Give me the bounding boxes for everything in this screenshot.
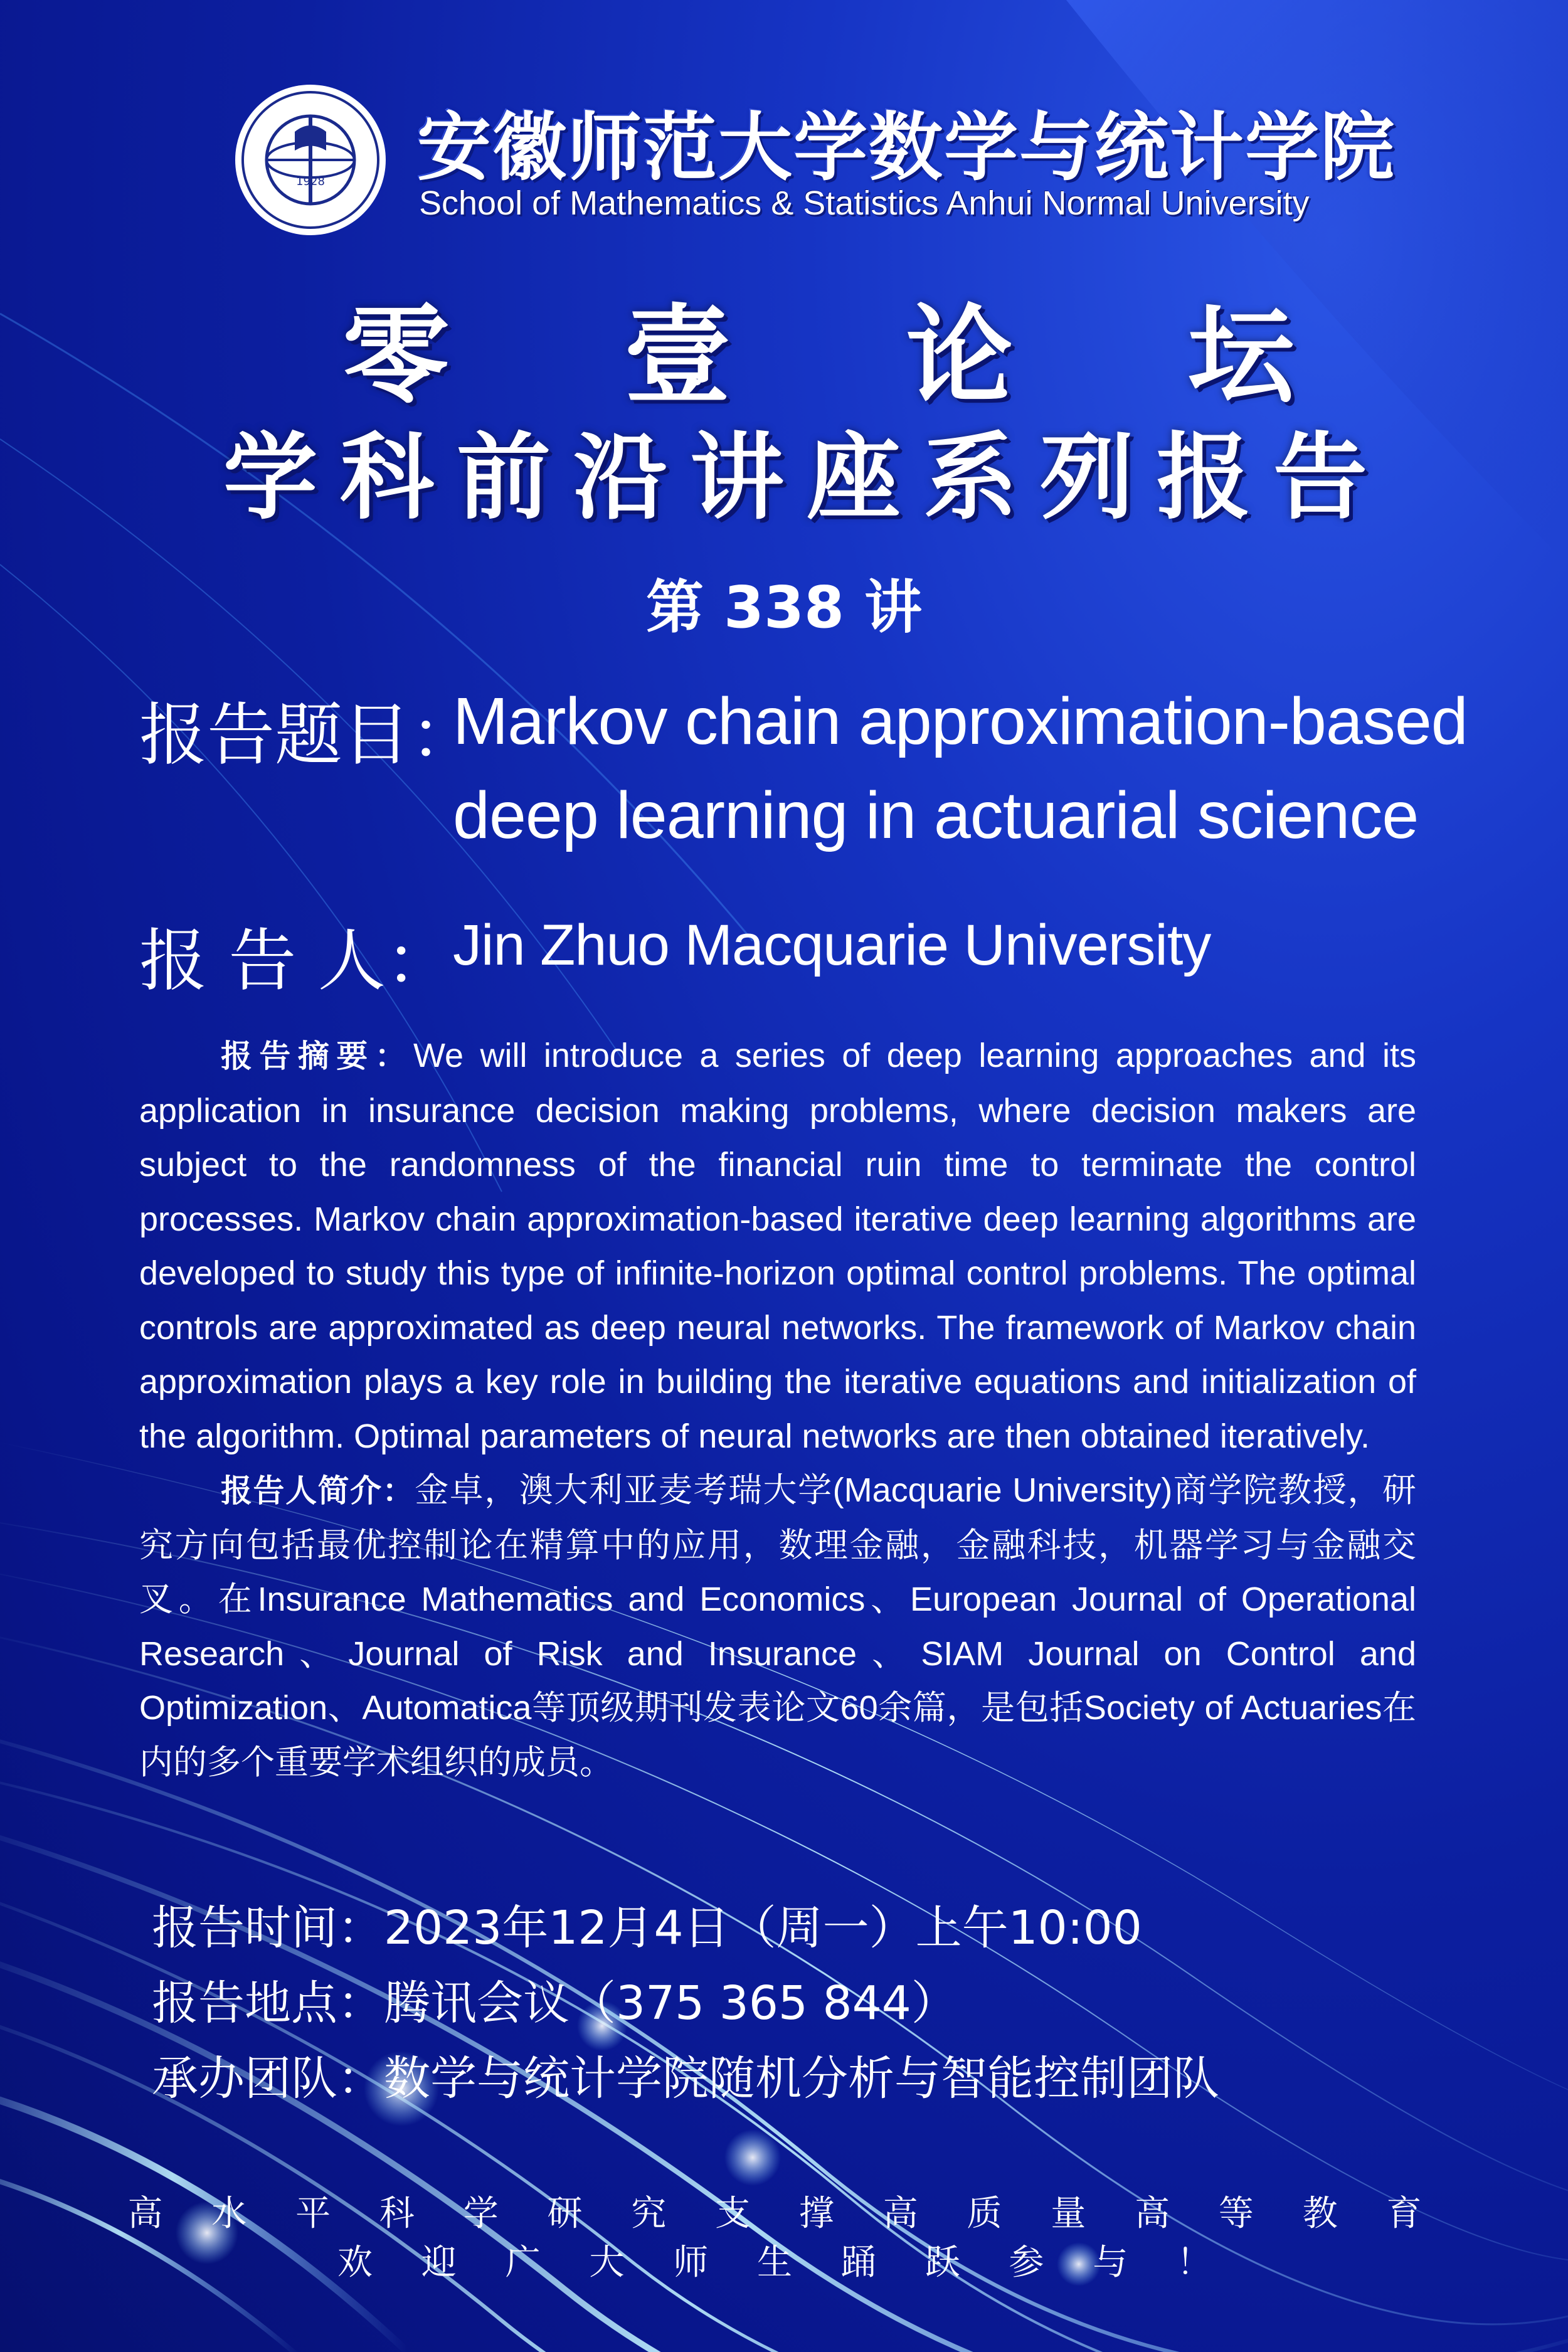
place-value: 腾讯会议（375 365 844） bbox=[384, 1976, 958, 2030]
team-row bbox=[152, 2042, 1219, 2108]
speaker-name: Jin Zhuo Macquarie University bbox=[453, 913, 1211, 977]
forum-subtitle: 学科前沿讲座系列报告 bbox=[223, 422, 1390, 532]
school-name-en: School of Mathematics & Statistics Anhui Normal University bbox=[419, 184, 1310, 222]
abstract-section bbox=[139, 1029, 1416, 1789]
bio-paragraph bbox=[139, 1463, 1416, 1789]
place-row bbox=[152, 1966, 958, 2033]
abstract-label: 报告摘要： bbox=[221, 1038, 414, 1074]
report-title-label: 报告题目： bbox=[139, 696, 479, 775]
time-row bbox=[152, 1891, 1142, 1957]
team-value: 数学与统计学院随机分析与智能控制团队 bbox=[384, 2052, 1219, 2106]
bio-label: 报告人简介： bbox=[221, 1473, 415, 1509]
speaker-label: 报 告 人： bbox=[139, 922, 453, 1000]
abstract-paragraph bbox=[139, 1029, 1416, 1463]
lecture-number: 第 338 讲 bbox=[645, 574, 923, 641]
forum-title: 零 壹 论 坛 bbox=[342, 293, 1364, 418]
abstract-text: We will introduce a series of deep learning approaches and its application in insurance decision making problems, where decision makers are subject to the randomness of the financial ruin time to terminate the control processes. Markov chain approximation-based iterative deep learning algorithms are developed to study this type of infinite-horizon optimal control problems. The optimal controls are approximated as deep neural networks. The framework of Markov chain approximation plays a key role in building the iterative equations and initialization of the algorithm. Optimal parameters of neural networks are then obtained iteratively. bbox=[139, 1037, 1416, 1455]
time-label: 报告时间： bbox=[152, 1901, 384, 1955]
slogan-line1: 高 水 平 科 学 研 究 支 撑 高 质 量 高 等 教 育 bbox=[127, 2193, 1441, 2234]
report-title-line2: deep learning in actuarial science bbox=[453, 778, 1419, 852]
report-title-line1: Markov chain approximation-based bbox=[453, 684, 1468, 758]
place-label: 报告地点： bbox=[152, 1976, 384, 2030]
team-label: 承办团队： bbox=[152, 2052, 384, 2106]
school-header bbox=[232, 82, 1396, 238]
time-value: 2023年12月4日（周一）上午10:00 bbox=[384, 1901, 1142, 1955]
school-name-cn: 安徽师范大学数学与统计学院 bbox=[417, 104, 1396, 191]
svg-text:1928: 1928 bbox=[296, 175, 325, 188]
school-logo-icon bbox=[232, 82, 389, 238]
slogan-line2: 欢 迎 广 大 师 生 踊 跃 参 与 ！ bbox=[337, 2242, 1231, 2283]
bio-text: 金卓，澳大利亚麦考瑞大学(Macquarie University)商学院教授，研究方向包括最优控制论在精算中的应用，数理金融，金融科技，机器学习与金融交叉。在Insurance Mathematics and Economics、European Journal of Operational Research、Journal of Risk and Insurance、SIAM Journal on Control and Optimization、Automatica等顶级期刊发表论文60余篇，是包括Society of Actuaries在内的多个重要学术组织的成员。 bbox=[139, 1471, 1416, 1781]
